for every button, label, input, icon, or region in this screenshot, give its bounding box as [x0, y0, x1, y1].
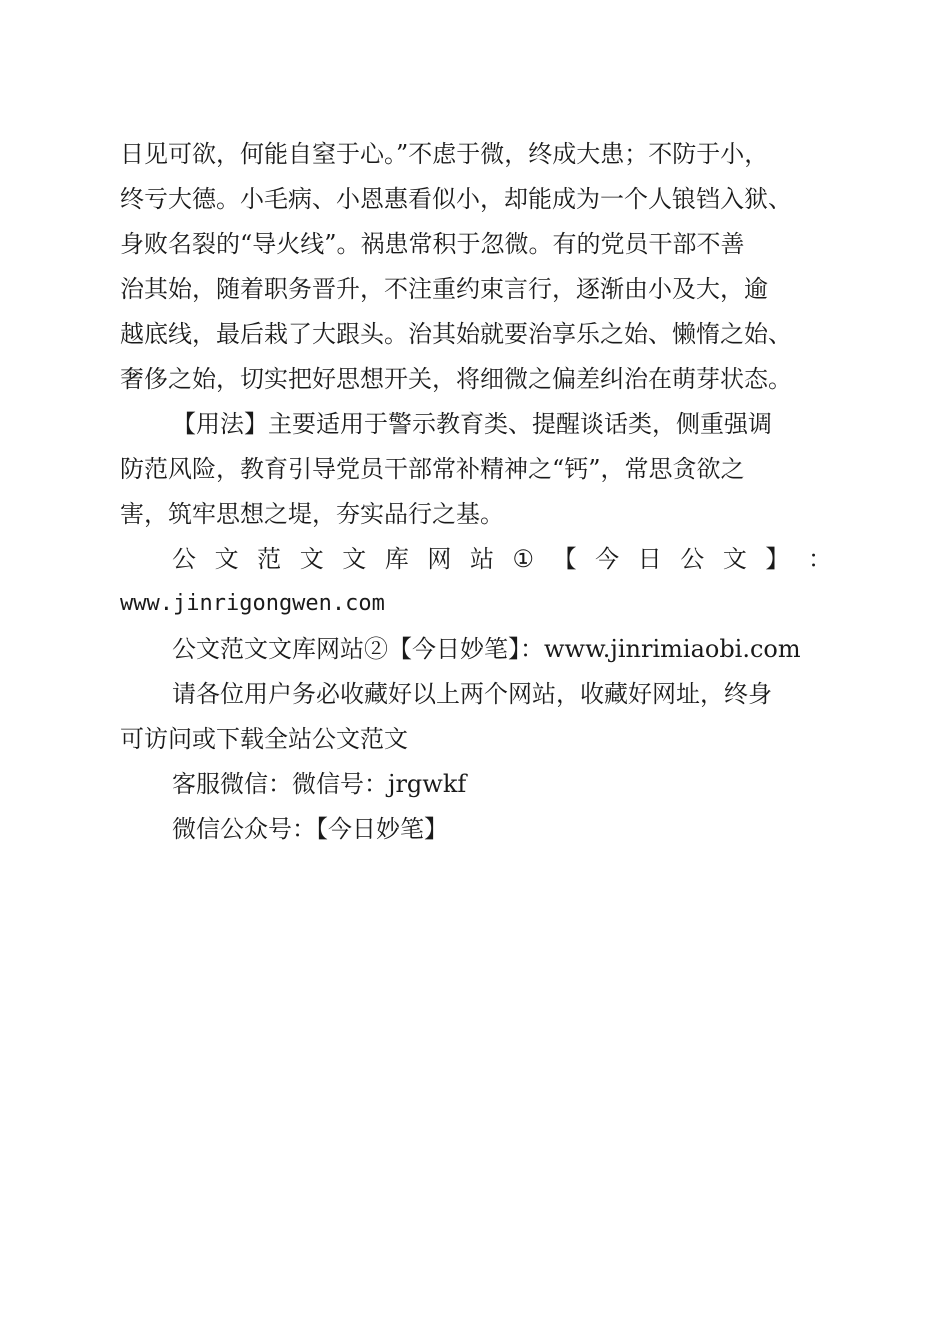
- site1-char: 日: [637, 545, 662, 573]
- site1-char: 公: [172, 545, 196, 573]
- site1-char: 【: [552, 545, 577, 573]
- paragraph-line: 身败名裂的“导火线”。祸患常积于忽微。有的党员干部不善: [120, 230, 745, 258]
- paragraph-line: 越底线，最后栽了大跟头。治其始就要治享乐之始、懒惰之始、: [120, 320, 792, 348]
- site1-char: 文: [722, 545, 747, 573]
- site1-char: 站: [469, 545, 494, 573]
- site1-char: 网: [427, 545, 452, 573]
- usage-paragraph-line: 防范风险，教育引导党员干部常补精神之“钙”，常思贪欲之: [120, 455, 745, 483]
- site1-char: ：: [807, 545, 832, 573]
- customer-service-wechat: 客服微信：微信号：jrgwkf: [172, 770, 467, 798]
- site1-char: 今: [595, 545, 620, 573]
- site1-char: ①: [512, 545, 535, 573]
- site1-char: 库: [384, 545, 409, 573]
- site1-char: 文: [214, 545, 239, 573]
- wechat-official-account: 微信公众号：【今日妙笔】: [172, 815, 448, 843]
- site1-line: [172, 543, 832, 575]
- site1-char: 范: [257, 545, 282, 573]
- usage-paragraph-line: 害，筑牢思想之堤，夯实品行之基。: [120, 500, 504, 528]
- usage-paragraph-line: 【用法】主要适用于警示教育类、提醒谈话类，侧重强调: [172, 410, 772, 438]
- paragraph-line: 终亏大德。小毛病、小恩惠看似小，却能成为一个人锒铛入狱、: [120, 185, 792, 213]
- notice-line: 可访问或下载全站公文范文: [120, 725, 408, 753]
- site1-char: 文: [299, 545, 324, 573]
- paragraph-line: 奢侈之始，切实把好思想开关，将细微之偏差纠治在萌芽状态。: [120, 365, 792, 393]
- notice-line: 请各位用户务必收藏好以上两个网站，收藏好网址，终身: [172, 680, 772, 708]
- paragraph-line: 日见可欲，何能自窒于心。”不虑于微，终成大患；不防于小，: [120, 140, 769, 168]
- site1-url[interactable]: www.jinrigongwen.com: [120, 591, 385, 616]
- site1-char: 】: [765, 545, 790, 573]
- site1-char: 公: [680, 545, 705, 573]
- site2-line: 公文范文文库网站②【今日妙笔】：www.jinrimiaobi.com: [172, 635, 801, 663]
- paragraph-line: 治其始，随着职务晋升，不注重约束言行，逐渐由小及大，逾: [120, 275, 768, 303]
- site1-char: 文: [342, 545, 367, 573]
